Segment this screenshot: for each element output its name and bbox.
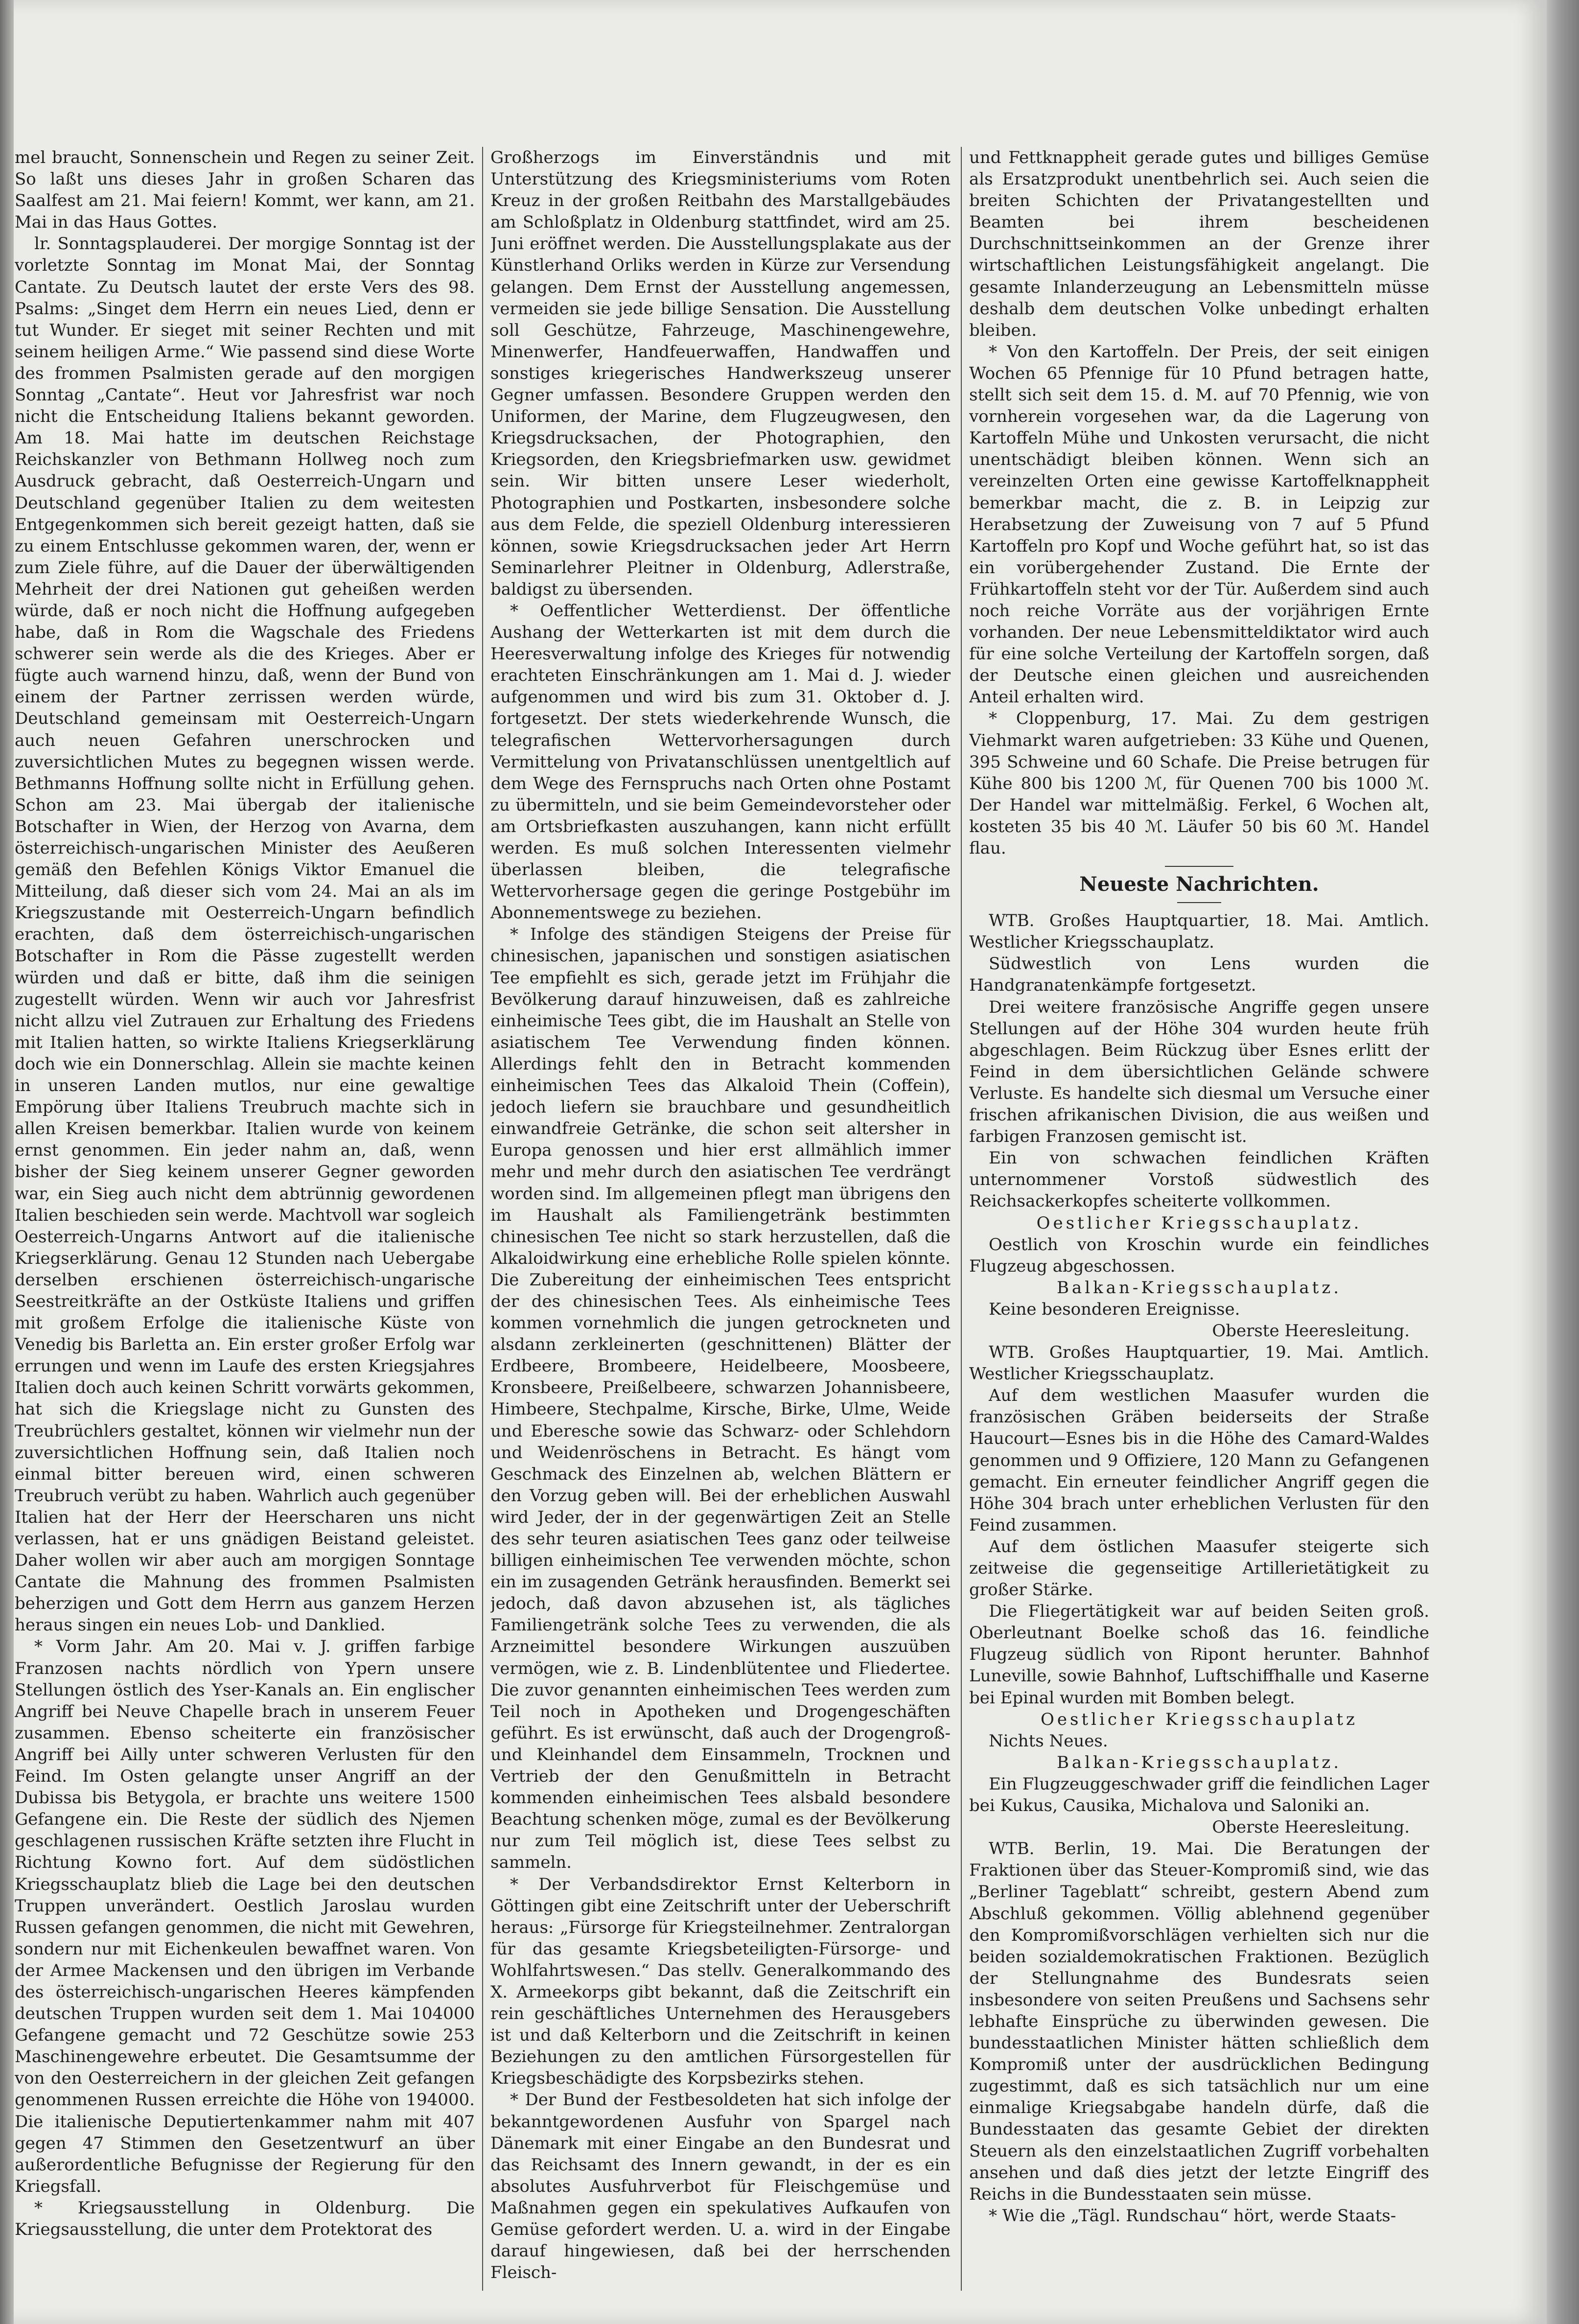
article-paragraph: Großherzogs im Einverständnis und mit Unterstützung des Kriegsministeriums vom Roten Kreuz in der großen Reitbahn des Marstallgebäudes am Schloßplatz in Oldenburg stattfindet, wird am 25. Juni eröffnet werden. Die Ausstellungsplakate aus der Künstlerhand Orliks werden in Kürze zur Versendung gelangen. Dem Ernst der Ausstellung angemessen, vermeiden sie jede billige Sensation. Die Ausstellung soll Geschütze, Fahrzeuge, Maschinengewehre, Minenwerfer, Handfeuerwaffen, Handwaffen und sonstiges kriegerisches Handwerkszeug unserer Gegner umfassen. Besondere Gruppen werden den Uniformen, der Marine, dem Flugzeugwesen, den Kriegsdrucksachen, der Photographien, den Kriegsorden, den Kriegsbriefmarken usw. gewidmet sein. Wir bitten unsere Leser wiederholt, Photographien und Postkarten, insbesondere solche aus dem Felde, die speziell Oldenburg interessieren können, sowie Kriegsdrucksachen jeder Art Herrn Seminarlehrer Pleitner in Oldenburg, Adlerstraße, baldigst zu übersenden. [490, 148, 951, 599]
section-divider [1165, 866, 1233, 867]
article-paragraph: * Der Verbandsdirektor Ernst Kelterborn in Göttingen gibt eine Zeitschrift unter der Ueberschrift heraus: „Fürsorge für Kriegsteilnehmer. Zentralorgan für das gesamte Kriegsbeteiligten-Fürsorge- und Wohlfahrtswesen.“ Das stellv. Generalkommando des X. Armeekorps gibt bekannt, daß die Zeitschrift ein rein geschäftliches Unternehmen des Herausgebers ist und daß Kelterborn und die Zeitschrift in keinen Beziehungen zu den amtlichen Fürsorgestellen für Kriegsbeschädigte des Korpsbezirks stehen. [490, 1874, 951, 2089]
news-heading: Neueste Nachrichten. [1079, 873, 1319, 896]
article-paragraph: * Kriegsausstellung in Oldenburg. Die Kriegsausstellung, die unter dem Protektorat des [15, 2198, 475, 2239]
binding-gutter [0, 0, 14, 2324]
article-paragraph: * Von den Kartoffeln. Der Preis, der seit einigen Wochen 65 Pfennige für 10 Pfund betragen hatte, stellt sich seit dem 15. d. M. auf 70 Pfennig, wie von vornherein vorgesehen war, da die Lagerung von Kartoffeln Mühe und Unkosten verursacht, die nicht unentschädigt bleiben können. Wenn sich an vereinzelten Orten eine gewisse Kartoffelknappheit bemerkbar macht, die z. B. in Leipzig zur Herabsetzung der Zuweisung von 7 auf 5 Pfund Kartoffeln pro Kopf und Woche geführt hat, so ist das ein vorübergehender Zustand. Die Ernte der Frühkartoffeln steht vor der Tür. Außerdem sind auch noch reiche Vorräte aus der vorjährigen Ernte vorhanden. Der neue Lebensmitteldiktator wird auch für eine solche Verteilung der Kartoffeln sorgen, daß der Deutsche einen gleichen und ausreichenden Anteil erhalten wird. [969, 342, 1429, 707]
news-paragraph: WTB. Großes Hauptquartier, 18. Mai. Amtlich. Westlicher Kriegsschauplatz. [969, 911, 1429, 953]
column-2 [490, 147, 951, 2301]
page-edge [1547, 0, 1579, 2324]
theatre-heading: Oestlicher Kriegsschauplatz [1041, 1709, 1358, 1729]
news-paragraph: Auf dem östlichen Maasufer steigerte sich zeitweise die gegenseitige Artillerietätigkeit zu großer Stärke. [969, 1536, 1429, 1600]
theatre-heading: Oestlicher Kriegsschauplatz. [1036, 1213, 1362, 1233]
article-paragraph: und Fettknappheit gerade gutes und billiges Gemüse als Ersatzprodukt unentbehrlich sei. Auch seien die breiten Schichten der Privatangestellten und Beamten bei ihrem bescheidenen Durchschnittseinkommen an der Grenze ihrer wirtschaftlichen Leistungsfähigkeit angelangt. Die gesamte Inlanderzeugung an Lebensmitteln müsse deshalb dem deutschen Volke unbedingt erhalten bleiben. [969, 148, 1429, 340]
article-paragraph: * Der Bund der Festbesoldeten hat sich infolge der bekanntgewordenen Ausfuhr von Spargel nach Dänemark mit einer Eingabe an den Bundesrat und das Reichsamt des Innern gewandt, in der es ein absolutes Ausfuhrverbot für Fleischgemüse und Maßnahmen gegen ein spekulatives Aufkaufen von Gemüse gefordert werden. U. a. wird in der Eingabe darauf hingewiesen, daß bei der herrschenden Fleisch- [490, 2090, 951, 2283]
column-rule-2 [961, 147, 962, 2291]
news-paragraph: Auf dem westlichen Maasufer wurden die französischen Gräben beiderseits der Straße Haucourt—Esnes bis in die Höhe des Camard-Waldes genommen und 9 Offiziere, 120 Mann zu Gefangenen gemacht. Ein erneuter feindlicher Angriff gegen die Höhe 304 brach unter erheblichen Verlusten für den Feind zusammen. [969, 1386, 1429, 1535]
article-paragraph: * Oeffentlicher Wetterdienst. Der öffentliche Aushang der Wetterkarten ist mit dem durch die Heeresverwaltung infolge des Krieges für notwendig erachteten Einschränkungen am 1. Mai d. J. wieder aufgenommen und wird bis zum 31. Oktober d. J. fortgesetzt. Der stets wiederkehrende Wunsch, die telegrafischen Wettervorhersagungen durch Vermittelung von Privatanschlüssen unentgeltlich auf dem Wege des Fernspruchs nach Orten ohne Postamt zu übermitteln, und sie beim Gemeindevorsteher oder am Ortsbriefkasten auszuhangen, kann nicht erfüllt werden. Es muß solchen Interessenten vielmehr überlassen bleiben, die telegrafische Wettervorhersage gegen die geringe Postgebühr im Abonnementswege zu beziehen. [490, 601, 951, 923]
news-paragraph: Nichts Neues. [989, 1731, 1108, 1751]
column-rule-1 [482, 147, 483, 2291]
column-3 [969, 147, 1429, 2301]
heading-underline [1177, 902, 1221, 903]
news-paragraph: Oestlich von Kroschin wurde ein feindliches Flugzeug abgeschossen. [969, 1234, 1429, 1276]
column-3-local-news [969, 147, 1429, 859]
news-paragraph: Südwestlich von Lens wurden die Handgranatenkämpfe fortgesetzt. [969, 954, 1429, 996]
column-1 [15, 147, 475, 2301]
news-paragraph: Drei weitere französische Angriffe gegen unsere Stellungen auf der Höhe 304 wurden heute früh abgeschlagen. Beim Rückzug über Esnes erlitt der Feind in dem übersichtlichen Gelände schwere Verluste. Es handelte sich diesmal um Versuche einer frischen afrikanischen Division, die aus weißen und farbigen Franzosen gemischt ist. [969, 997, 1429, 1147]
news-paragraph: WTB. Berlin, 19. Mai. Die Beratungen der Fraktionen über das Steuer-Kompromiß sind, wie das „Berliner Tageblatt“ schreibt, gestern Abend zum Abschluß gekommen. Völlig ablehnend gegenüber den Kompromißvorschlägen verhielten sich nur die beiden sozialdemokratischen Fraktionen. Bezüglich der Stellungnahme des Bundesrats seien insbesondere von seiten Preußens und Sachsens sehr lebhafte Einsprüche zu überwinden gewesen. Die bundesstaatlichen Minister hätten schließlich dem Kompromiß unter der ausdrücklichen Bedingung zugestimmt, daß es sich tatsächlich nur um eine einmalige Kriegsabgabe handeln dürfe, daß die Bundesstaaten das gesamte Gebiet der direkten Steuern als den einzelstaatlichen Zugriff vorbehalten ansehen und daß dies jetzt der letzte Eingriff des Reichs in die Bundesstaaten sein müsse. [969, 1839, 1429, 2204]
news-paragraph: Die Fliegertätigkeit war auf beiden Seiten groß. Oberleutnant Boelke schoß das 16. feindliche Flugzeug südlich von Ripont herunter. Bahnhof Luneville, sowie Bahnhof, Luftschiffhalle und Kaserne bei Epinal wurden mit Bomben belegt. [969, 1602, 1429, 1708]
article-paragraph: * Vorm Jahr. Am 20. Mai v. J. griffen farbige Franzosen nachts nördlich von Ypern unsere Stellungen östlich des Yser-Kanals an. Ein englischer Angriff bei Neuve Chapelle brach in unserem Feuer zusammen. Ebenso scheiterte ein französischer Angriff bei Ailly unter schweren Verlusten für den Feind. Im Osten gelangte unser Angriff an der Dubissa bis Betygola, er brachte uns weitere 1500 Gefangene ein. Die Reste der südlich des Njemen geschlagenen russischen Kräfte setzten ihre Flucht in Richtung Kowno fort. Auf dem südöstlichen Kriegsschauplatz blieb die Lage bei den deutschen Truppen unverändert. Oestlich Jaroslau wurden Russen gefangen genommen, die nicht mit Gewehren, sondern nur mit Eichenkeulen bewaffnet waren. Von der Armee Mackensen und den übrigen im Verbande des österreichisch-ungarischen Heeres kämpfenden deutschen Truppen wurden seit dem 1. Mai 104000 Gefangene gemacht und 72 Geschütze sowie 253 Maschinengewehre erbeutet. Die Gesamtsumme der von den Oesterreichern in der gleichen Zeit gefangen genommenen Russen erreichte die Höhe von 194000. Die italienische Deputiertenkammer nahm mit 407 gegen 47 Stimmen den Gesetzentwurf an über außerordentliche Befugnisse der Regierung für den Kriegsfall. [15, 1637, 475, 2196]
theatre-heading: Balkan-Kriegsschauplatz. [1056, 1752, 1342, 1772]
article-paragraph: mel braucht, Sonnenschein und Regen zu seiner Zeit. So laßt uns dieses Jahr in großen Scharen das Saalfest am 21. Mai feiern! Kommt, wer kann, am 21. Mai in das Haus Gottes. [15, 148, 475, 232]
article-paragraph: * Cloppenburg, 17. Mai. Zu dem gestrigen Viehmarkt waren aufgetrieben: 33 Kühe und Quenen, 395 Schweine und 60 Schafe. Die Preise betrugen für Kühe 800 bis 1200 ℳ, für Quenen 700 bis 1000 ℳ. Der Handel war mittelmäßig. Ferkel, 6 Wochen alt, kosteten 35 bis 40 ℳ. Läufer 50 bis 60 ℳ. Handel flau. [969, 709, 1429, 858]
news-paragraph: * Wie die „Tägl. Rundschau“ hört, werde Staats- [989, 2206, 1396, 2226]
article-paragraph: * Infolge des ständigen Steigens der Preise für chinesischen, japanischen und sonstigen asiatischen Tee empfiehlt es sich, gerade jetzt im Frühjahr die Bevölkerung darauf hinzuweisen, daß es zahlreiche einheimische Tees gibt, die im Haushalt an Stelle von asiatischem Tee Verwendung finden können. Allerdings fehlt den in Betracht kommenden einheimischen Tees das Alkaloid Thein (Coffein), jedoch liefern sie brauchbare und gesundheitlich einwandfreie Getränke, die schon seit altersher in Europa genossen und hier erst allmählich immer mehr und mehr durch den asiatischen Tee verdrängt worden sind. Im allgemeinen pflegt man übrigens den im Haushalt als Familiengetränk bestimmten chinesischen Tee nicht so stark herzustellen, daß die Alkaloidwirkung eine erhebliche Rolle spielen könnte. Die Zubereitung der einheimischen Tees entspricht der des chinesischen Tees. Als einheimische Tees kommen vornehmlich die jungen getrockneten und alsdann zerkleinerten (geschnittenen) Blätter der Erdbeere, Brombeere, Heidelbeere, Moosbeere, Kronsbeere, Preißelbeere, schwarzen Johannisbeere, Himbeere, Stechpalme, Kirsche, Birke, Ulme, Weide und Eberesche sowie das Schwarz- oder Schlehdorn und Weidenröschens in Betracht. Es hängt vom Geschmack des Einzelnen ab, welchen Blättern er den Vorzug geben will. Bei der erheblichen Auswahl wird Jeder, der in der gegenwärtigen Zeit an Stelle des sehr teuren asiatischen Tees ganz oder teilweise billigen einheimischen Tee verwenden möchte, schon ein im zusagenden Getränk herausfinden. Bemerkt sei jedoch, daß davon abzusehen ist, als tägliches Familiengetränk solche Tees zu verwenden, die als Arzneimittel besondere Wirkungen auszuüben vermögen, wie z. B. Lindenblütentee und Fliedertee. Die zuvor genannten einheimischen Tees werden zum Teil noch in Apotheken und Drogengeschäften geführt. Es ist erwünscht, daß auch der Drogengroß- und Kleinhandel dem Einsammeln, Trocknen und Vertrieb der den Genußmitteln in Betracht kommenden einheimischen Tees alsbald besondere Beachtung schenken möge, zumal es der Bevölkerung nur zum Teil möglich ist, diese Tees selbst zu sammeln. [490, 925, 951, 1873]
news-paragraph: Keine besonderen Ereignisse. [989, 1299, 1240, 1319]
news-paragraph: Ein Flugzeuggeschwader griff die feindlichen Lager bei Kukus, Causika, Michalova und Saloniki an. [969, 1774, 1429, 1816]
signature-line: Oberste Heeresleitung. [1212, 1321, 1410, 1341]
theatre-heading: Balkan-Kriegsschauplatz. [1056, 1278, 1342, 1298]
news-paragraph: WTB. Großes Hauptquartier, 19. Mai. Amtlich. Westlicher Kriegsschauplatz. [969, 1343, 1429, 1384]
signature-line: Oberste Heeresleitung. [1212, 1817, 1410, 1837]
latest-news-section [969, 910, 1429, 2227]
news-paragraph: Ein von schwachen feindlichen Kräften unternommener Vorstoß südwestlich des Reichsackerkopfes scheiterte vollkommen. [969, 1148, 1429, 1211]
article-paragraph: lr. Sonntagsplauderei. Der morgige Sonntag ist der vorletzte Sonntag im Monat Mai, der Sonntag Cantate. Zu Deutsch lautet der erste Vers des 98. Psalms: „Singet dem Herrn ein neues Lied, denn er tut Wunder. Er sieget mit seiner Rechten und mit seinem heiligen Arme.“ Wie passend sind diese Worte des frommen Psalmisten gerade auf den morgigen Sonntag „Cantate“. Heut vor Jahresfrist war noch nicht die Entscheidung Italiens bekannt geworden. Am 18. Mai hatte im deutschen Reichstage Reichskanzler von Bethmann Hollweg noch zum Ausdruck gebracht, daß Oesterreich-Ungarn und Deutschland gegenüber Italien zu dem weitesten Entgegenkommen sich bereit gezeigt hatten, daß sie zu einem Entschlusse gekommen waren, der, wenn er zum Ziele führe, auf die Dauer der überwältigenden Mehrheit der drei Nationen gut geheißen werden würde, daß er noch nicht die Hoffnung aufgegeben habe, daß in Rom die Wagschale des Friedens schwerer sein werde als die des Krieges. Aber er fügte auch warnend hinzu, daß, wenn der Bund von einem der Partner zerrissen werden würde, Deutschland gemeinsam mit Oesterreich-Ungarn auch neuen Gefahren unerschrocken und zuversichtlichen Mutes zu begegnen wissen werde. Bethmanns Hoffnung sollte nicht in Erfüllung gehen. Schon am 23. Mai übergab der italienische Botschafter in Wien, der Herzog von Avarna, dem österreichisch-ungarischen Minister des Aeußeren gemäß den Befehlen Königs Viktor Emanuel die Mitteilung, daß dieser sich vom 24. Mai an als im Kriegszustande mit Oesterreich-Ungarn befindlich erachten, daß dem österreichisch-ungarischen Botschafter in Rom die Pässe zugestellt werden würden und daß er bitte, daß ihm die seinigen zugestellt würden. Wenn wir auch vor Jahresfrist nicht allzu viel Zutrauen zur Erhaltung des Friedens mit Italien hatten, so wirkte Italiens Kriegserklärung doch wie ein Donnerschlag. Allein sie machte keinen in unseren Landen mutlos, nur eine gewaltige Empörung über Italiens Treubruch machte sich in allen Kreisen bemerkbar. Italien wurde von keinem ernst genommen. Ein jeder nahm an, daß, wenn bisher der Sieg keinem unserer Gegner geworden war, ein Sieg auch nicht dem abtrünnig gewordenen Italien beschieden sein werde. Machtvoll war sogleich Oesterreich-Ungarns Antwort auf die italienische Kriegserklärung. Genau 12 Stunden nach Uebergabe derselben erschienen österreichisch-ungarische Seestreitkräfte an der Ostküste Italiens und griffen mit großem Erfolge die italienische Küste von Venedig bis Barletta an. Ein erster großer Erfolg war errungen und wenn im Laufe des ersten Kriegsjahres Italien doch auch keinen Schritt vorwärts gekommen, hat sich die Kriegslage nicht zu Gunsten des Treubrüchlers gestaltet, können wir vielmehr nun der zuversichtlichen Hoffnung sein, daß Italien noch einmal bitter bereuen wird, einen schweren Treubruch verübt zu haben. Wahrlich auch gegenüber Italien hat der Herr der Heerscharen uns nicht verlassen, hat er uns gnädigen Beistand geleistet. Daher wollen wir aber auch am morgigen Sonntage Cantate die Mahnung des frommen Psalmisten beherzigen und Gott dem Herrn aus ganzem Herzen heraus singen ein neues Lob- und Danklied. [15, 234, 475, 1635]
